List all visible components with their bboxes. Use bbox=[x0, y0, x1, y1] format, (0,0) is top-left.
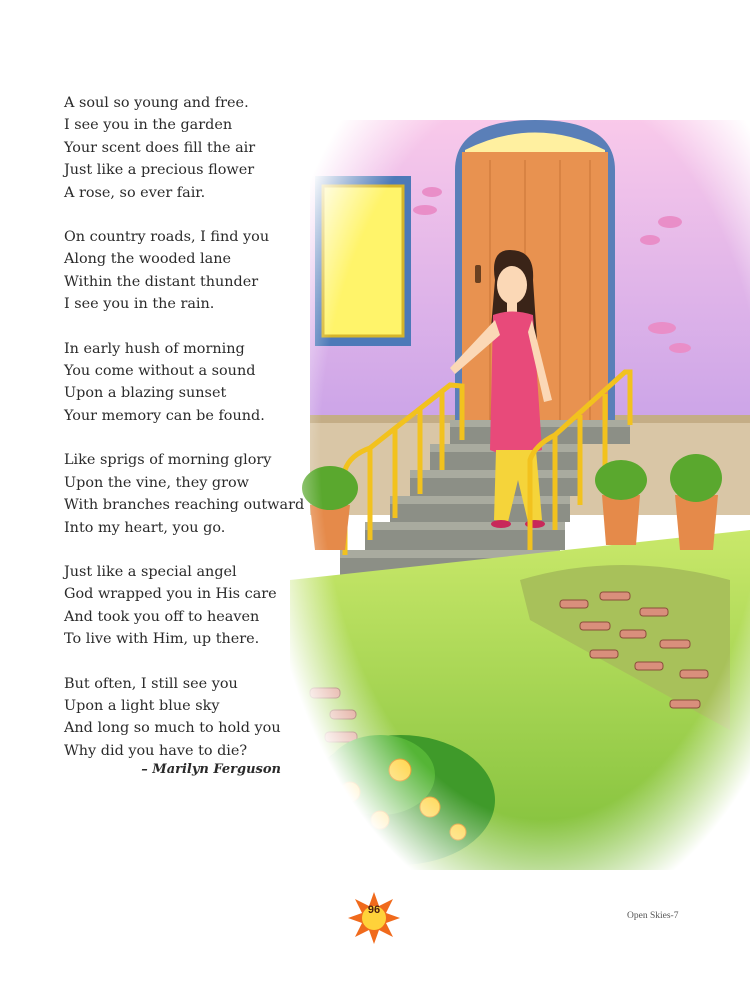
poem-line: Into my heart, you go. bbox=[64, 519, 226, 536]
poem-line: God wrapped you in His care bbox=[64, 586, 277, 603]
poem-line: And long so much to hold you bbox=[64, 720, 281, 737]
stanza-6 bbox=[64, 673, 314, 763]
poem-line: A rose, so ever fair. bbox=[64, 184, 206, 201]
poem-line: Upon a light blue sky bbox=[64, 697, 220, 714]
poem-line: Upon the vine, they grow bbox=[64, 474, 249, 491]
stanza-5 bbox=[64, 561, 314, 651]
poem-line: Your memory can be found. bbox=[64, 407, 265, 424]
stanza-4 bbox=[64, 449, 314, 539]
poem-line: Just like a special angel bbox=[64, 563, 237, 580]
poem-line: But often, I still see you bbox=[64, 675, 238, 692]
poem-line: Why did you have to die? bbox=[64, 742, 248, 759]
poem-line: Upon a blazing sunset bbox=[64, 385, 227, 402]
poem-line: On country roads, I find you bbox=[64, 229, 270, 246]
girl-on-steps-illustration bbox=[290, 110, 750, 870]
poem-line: In early hush of morning bbox=[64, 340, 245, 357]
poem-line: To live with Him, up there. bbox=[64, 631, 260, 648]
poem-line: I see you in the garden bbox=[64, 117, 233, 134]
poem-author: – Marilyn Ferguson bbox=[141, 762, 281, 778]
poem-line: I see you in the rain. bbox=[64, 296, 215, 313]
poem-line: You come without a sound bbox=[64, 363, 256, 380]
book-title: Open Skies-7 bbox=[627, 911, 679, 921]
poem-line: With branches reaching outward bbox=[64, 497, 305, 514]
stanza-1 bbox=[64, 92, 314, 204]
page-number-badge-icon bbox=[346, 890, 402, 946]
poem-line: A soul so young and free. bbox=[64, 95, 249, 111]
poem-line: Along the wooded lane bbox=[64, 251, 231, 268]
poem bbox=[64, 92, 314, 780]
poem-line: And took you off to heaven bbox=[64, 608, 260, 625]
poem-line: Within the distant thunder bbox=[64, 273, 259, 290]
poem-line: Your scent does fill the air bbox=[64, 139, 256, 156]
stanza-3 bbox=[64, 338, 314, 428]
page-number: 96 bbox=[367, 904, 381, 916]
poem-line: Just like a precious flower bbox=[64, 162, 255, 179]
poem-line: Like sprigs of morning glory bbox=[64, 452, 272, 469]
stanza-2 bbox=[64, 226, 314, 316]
